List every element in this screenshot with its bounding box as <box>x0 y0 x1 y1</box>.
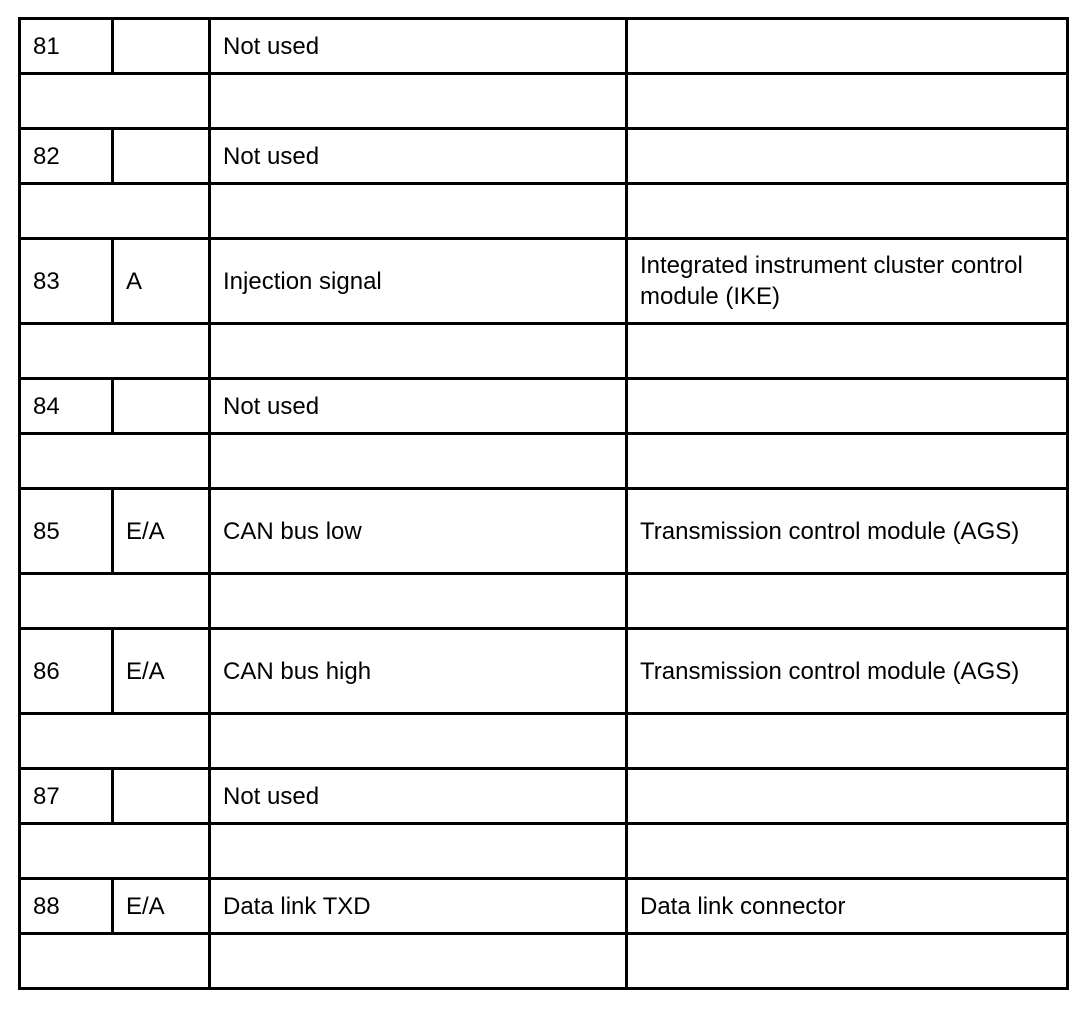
spacer-cell <box>627 434 1068 489</box>
spacer-cell <box>627 574 1068 629</box>
destination-cell: Transmission control module (AGS) <box>627 489 1068 574</box>
description-cell: Data link TXD <box>210 879 627 934</box>
signal-type-cell: A <box>113 239 210 324</box>
description-cell: Not used <box>210 129 627 184</box>
destination-cell <box>627 19 1068 74</box>
destination-cell: Data link connector <box>627 879 1068 934</box>
description-cell: Not used <box>210 379 627 434</box>
signal-type-cell <box>113 129 210 184</box>
spacer-cell <box>210 934 627 989</box>
table-row <box>20 769 1068 824</box>
table-row <box>20 489 1068 574</box>
signal-type-cell <box>113 769 210 824</box>
spacer-cell <box>627 324 1068 379</box>
destination-cell: Integrated instrument cluster control module (IKE) <box>627 239 1068 324</box>
pin-number-cell: 86 <box>20 629 113 714</box>
table-row <box>20 379 1068 434</box>
pin-number-cell: 84 <box>20 379 113 434</box>
spacer-cell <box>210 574 627 629</box>
table-row <box>20 629 1068 714</box>
spacer-cell <box>627 184 1068 239</box>
spacer-cell <box>210 714 627 769</box>
spacer-cell <box>627 824 1068 879</box>
signal-type-cell <box>113 19 210 74</box>
spacer-row <box>20 934 1068 989</box>
spacer-row <box>20 74 1068 129</box>
signal-type-cell: E/A <box>113 879 210 934</box>
description-cell: Injection signal <box>210 239 627 324</box>
description-cell: CAN bus low <box>210 489 627 574</box>
spacer-row <box>20 714 1068 769</box>
spacer-cell <box>20 324 210 379</box>
spacer-cell <box>20 824 210 879</box>
pin-number-cell: 88 <box>20 879 113 934</box>
spacer-row <box>20 824 1068 879</box>
spacer-cell <box>20 184 210 239</box>
spacer-cell <box>210 324 627 379</box>
pin-number-cell: 81 <box>20 19 113 74</box>
spacer-cell <box>20 574 210 629</box>
signal-type-cell <box>113 379 210 434</box>
spacer-cell <box>20 934 210 989</box>
spacer-cell <box>210 824 627 879</box>
pin-number-cell: 85 <box>20 489 113 574</box>
spacer-cell <box>20 714 210 769</box>
destination-cell <box>627 769 1068 824</box>
description-cell: Not used <box>210 769 627 824</box>
spacer-cell <box>20 434 210 489</box>
spacer-row <box>20 184 1068 239</box>
table-row <box>20 129 1068 184</box>
spacer-cell <box>627 714 1068 769</box>
spacer-cell <box>627 934 1068 989</box>
description-cell: Not used <box>210 19 627 74</box>
spacer-cell <box>210 74 627 129</box>
spacer-cell <box>627 74 1068 129</box>
pin-assignment-table <box>18 17 1069 990</box>
description-cell: CAN bus high <box>210 629 627 714</box>
spacer-cell <box>210 184 627 239</box>
destination-cell: Transmission control module (AGS) <box>627 629 1068 714</box>
signal-type-cell: E/A <box>113 629 210 714</box>
spacer-cell <box>20 74 210 129</box>
table-row <box>20 239 1068 324</box>
spacer-row <box>20 324 1068 379</box>
destination-cell <box>627 379 1068 434</box>
table-row <box>20 19 1068 74</box>
pin-number-cell: 87 <box>20 769 113 824</box>
destination-cell <box>627 129 1068 184</box>
spacer-cell <box>210 434 627 489</box>
spacer-row <box>20 434 1068 489</box>
pin-number-cell: 83 <box>20 239 113 324</box>
signal-type-cell: E/A <box>113 489 210 574</box>
table-row <box>20 879 1068 934</box>
spacer-row <box>20 574 1068 629</box>
pin-number-cell: 82 <box>20 129 113 184</box>
